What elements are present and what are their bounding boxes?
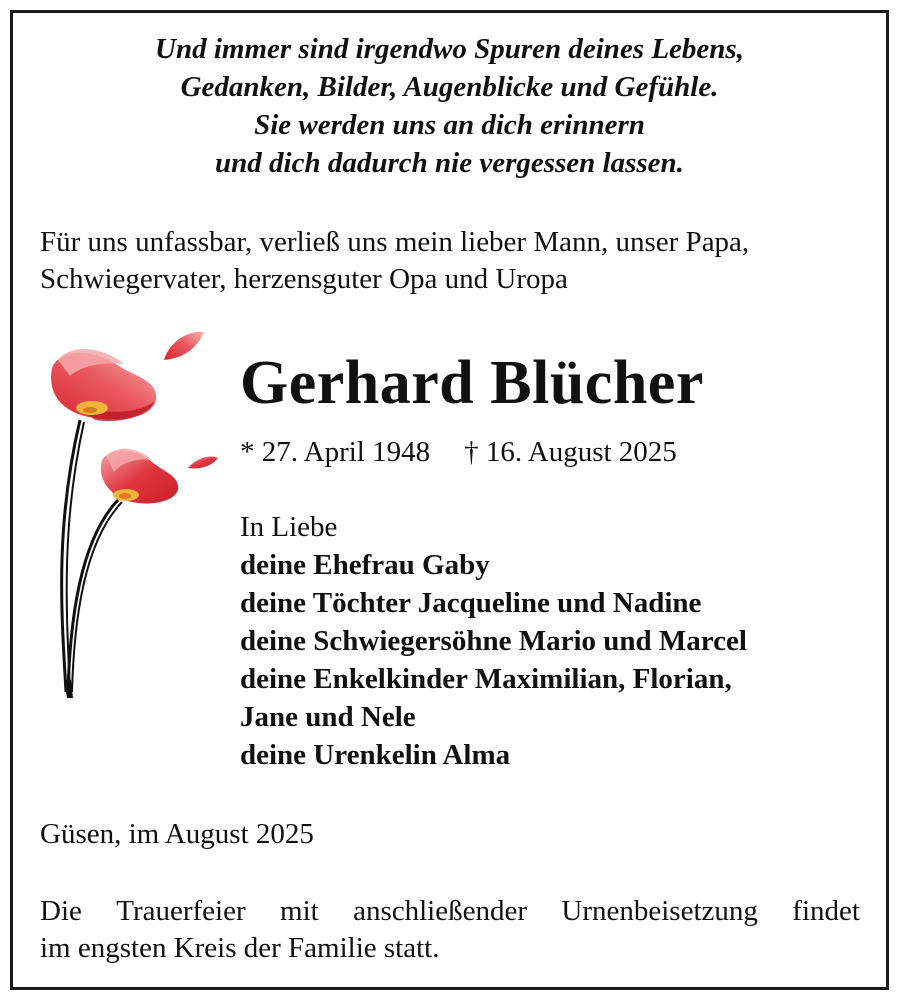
falling-petal (164, 332, 204, 360)
upper-poppy (51, 349, 156, 421)
funeral-word: anschließender (353, 895, 528, 927)
funeral-notice (40, 893, 860, 967)
funeral-word: Trauerfeier (116, 895, 246, 927)
intro-text (40, 224, 870, 298)
motto-line: Sie werden uns an dich erinnern (254, 109, 645, 141)
place-date: Güsen, im August 2025 (40, 818, 314, 850)
falling-petal (188, 456, 218, 468)
mourner-line: deine Urenkelin Alma (240, 739, 511, 771)
mourner-line: deine Töchter Jacqueline und Nadine (240, 587, 702, 619)
funeral-word: Die (40, 895, 82, 927)
mourners-intro: In Liebe (240, 511, 338, 543)
death-date: † 16. August 2025 (464, 436, 677, 468)
lower-poppy (101, 449, 178, 504)
mourner-line: deine Schwiegersöhne Mario und Marcel (240, 625, 747, 657)
mourners-list (240, 508, 747, 774)
intro-line: Für uns unfassbar, verließ uns mein lieber Mann, unser Papa, (40, 226, 750, 258)
life-dates (240, 433, 677, 471)
funeral-word: findet (792, 895, 860, 927)
poppy-flowers-icon (40, 320, 225, 705)
funeral-word: mit (280, 895, 319, 927)
stem-short (68, 500, 118, 692)
funeral-word: Urnenbeisetzung (561, 895, 758, 927)
funeral-line-2: im engsten Kreis der Familie statt. (40, 932, 440, 964)
birth-date: * 27. April 1948 (240, 436, 431, 468)
intro-line: Schwiegervater, herzensguter Opa und Uropa (40, 263, 568, 295)
motto-line: Gedanken, Bilder, Augenblicke und Gefühle. (180, 71, 719, 103)
motto-line: Und immer sind irgendwo Spuren deines Lebens, (155, 33, 744, 65)
mourner-line: Jane und Nele (240, 701, 416, 733)
mourner-line: deine Ehefrau Gaby (240, 549, 490, 581)
motto-verse (0, 30, 899, 182)
mourner-line: deine Enkelkinder Maximilian, Florian, (240, 663, 732, 695)
deceased-name: Gerhard Blücher (240, 349, 704, 417)
motto-line: und dich dadurch nie vergessen lassen. (215, 147, 684, 179)
funeral-line-1 (40, 893, 860, 930)
